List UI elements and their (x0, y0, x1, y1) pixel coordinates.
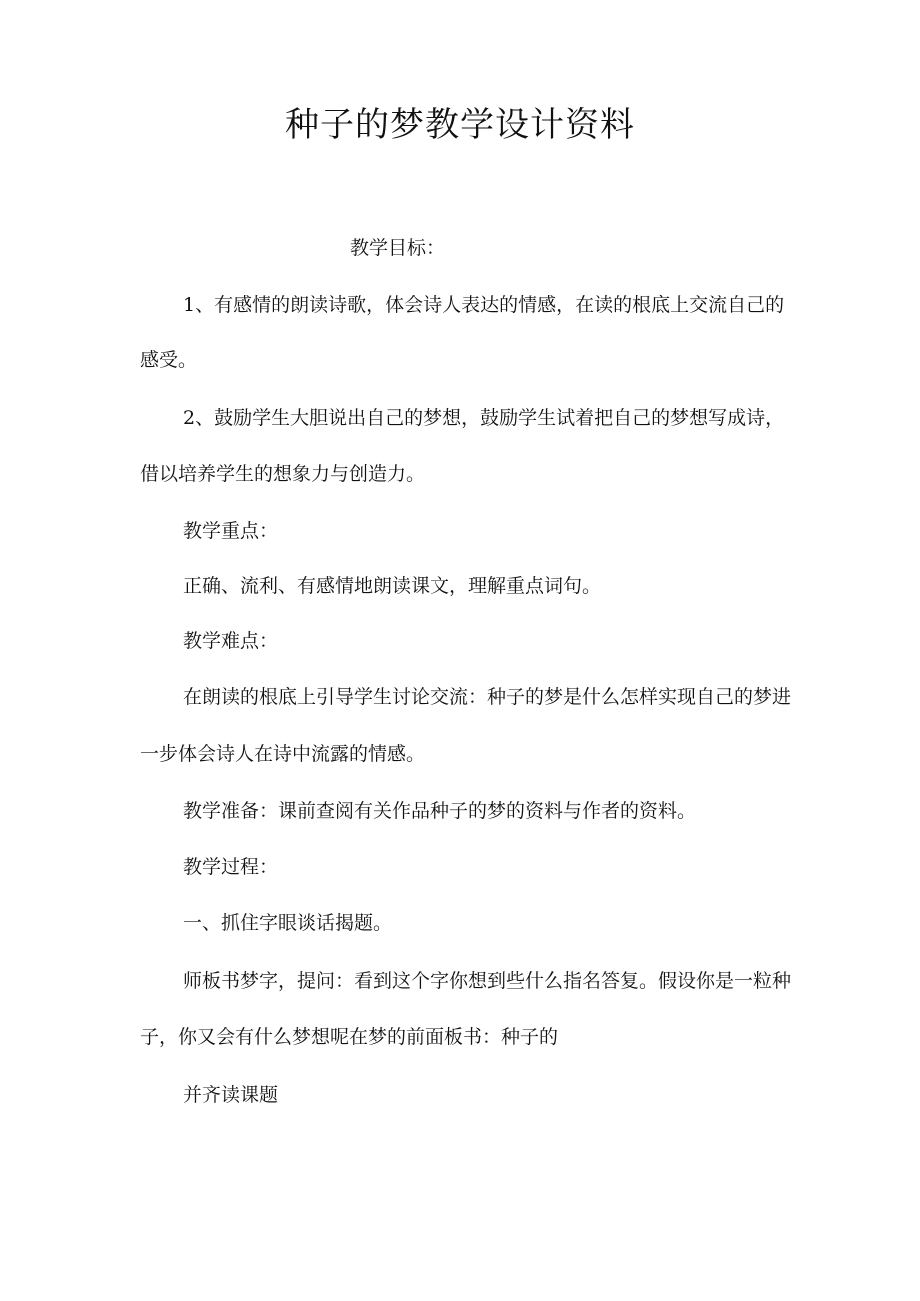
difficulties-heading: 教学难点： (183, 630, 279, 652)
process-heading: 教学过程： (183, 856, 279, 878)
key-points-heading: 教学重点： (183, 520, 279, 542)
difficulties-line-1: 在朗读的根底上引导学生讨论交流：种子的梦是什么怎样实现自己的梦进 (183, 686, 792, 708)
objective-1-line-2: 感受。 (140, 349, 198, 371)
preparation-text: 教学准备：课前查阅有关作品种子的梦的资料与作者的资料。 (183, 800, 697, 822)
document-title: 种子的梦教学设计资料 (285, 105, 635, 145)
step-1-line-2: 子，你又会有什么梦想呢在梦的前面板书：种子的 (140, 1026, 559, 1048)
objectives-heading: 教学目标： (350, 237, 446, 259)
objective-1-line-1: 1、有感情的朗读诗歌，体会诗人表达的情感，在读的根底上交流自己的 (183, 294, 785, 316)
step-1-heading: 一、抓住字眼谈话揭题。 (183, 912, 393, 934)
objective-2-line-2: 借以培养学生的想象力与创造力。 (140, 463, 426, 485)
step-1-end: 并齐读课题 (183, 1084, 279, 1106)
step-1-line-1: 师板书梦字，提问：看到这个字你想到些什么指名答复。假设你是一粒种 (183, 970, 792, 992)
key-points-text: 正确、流利、有感情地朗读课文，理解重点词句。 (183, 575, 602, 597)
difficulties-line-2: 一步体会诗人在诗中流露的情感。 (140, 743, 426, 765)
objective-2-line-1: 2、鼓励学生大胆说出自己的梦想，鼓励学生试着把自己的梦想写成诗， (183, 407, 785, 429)
